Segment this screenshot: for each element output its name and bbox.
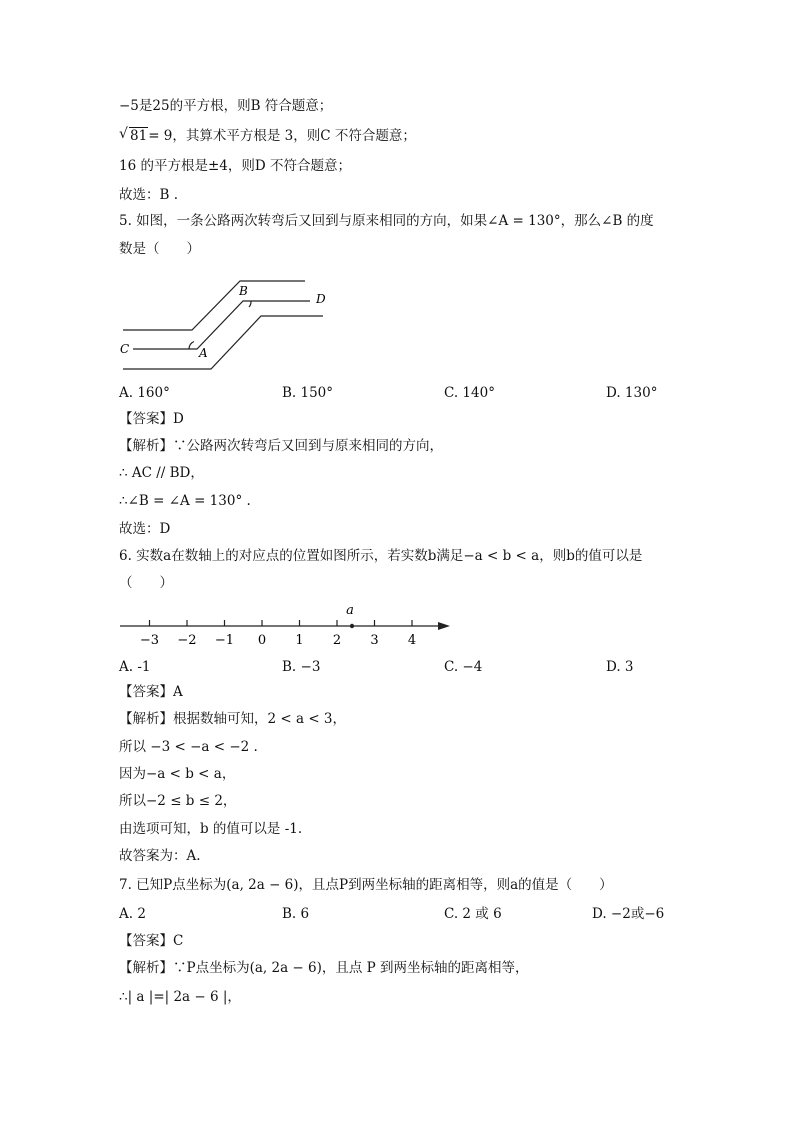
q7-option-c: C. 2 或 6 [444, 906, 502, 922]
sqrt-radicand: 81 [130, 128, 148, 144]
point-a-dot [350, 624, 354, 628]
q6-analysis-1: 【解析】根据数轴可知，2 < a < 3， [119, 711, 347, 727]
q7-option-d: D. −2或−6 [592, 906, 665, 922]
q5-option-b: B. 150° [282, 385, 334, 401]
angle-a-arc [189, 342, 194, 350]
q5-stem-1: 5. 如图，一条公路两次转弯后又回到与原来相同的方向，如果∠A = 130°，那么∠B 的度 [119, 213, 654, 229]
q6-option-c: C. −4 [444, 659, 483, 675]
axis-tick-label: 2 [332, 633, 342, 648]
axis-arrow-icon [438, 622, 450, 630]
axis-tick-label: −3 [139, 633, 160, 648]
q6-option-d: D. 3 [606, 659, 634, 675]
prev-line-c [119, 127, 416, 145]
sqrt-expression [119, 127, 148, 145]
angle-b-arc [249, 301, 251, 307]
q6-analysis-4: 所以−2 ≤ b ≤ 2， [119, 793, 237, 809]
q6-number-line [115, 600, 455, 650]
q6-analysis-6: 故答案为：A. [119, 848, 201, 864]
axis-tick-label: −1 [214, 633, 235, 648]
q7-option-b: B. 6 [282, 906, 310, 922]
radical-sign-icon: √ [119, 126, 128, 142]
q7-answer: 【答案】C [119, 933, 184, 949]
q6-option-a: A. -1 [119, 659, 151, 675]
prev-choose: 故选：B . [119, 187, 179, 203]
q6-analysis-2: 所以 −3 < −a < −2 . [119, 739, 258, 755]
prev-line-b: −5是25的平方根，则B 符合题意； [119, 98, 333, 114]
q7-analysis-1: 【解析】∵P点坐标为(a, 2a − 6)，且点 P 到两坐标轴的距离相等， [119, 960, 529, 976]
road-edge-bottom [123, 316, 323, 369]
q7-option-a: A. 2 [119, 906, 146, 922]
axis-tick-label: 1 [295, 633, 304, 648]
road-edge-middle [133, 301, 310, 349]
prev-line-d: 16 的平方根是±4，则D 不符合题意； [119, 158, 351, 174]
q5-road-figure [115, 275, 355, 375]
label-a: A [199, 346, 208, 360]
q5-analysis-2: ∴ AC // BD， [119, 465, 204, 481]
q5-analysis-1: 【解析】∵公路两次转弯后又回到与原来相同的方向， [119, 438, 443, 454]
q6-answer: 【答案】A [119, 684, 183, 700]
q7-analysis-2: ∴| a |=| 2a − 6 |， [119, 989, 241, 1005]
axis-tick-label: 0 [257, 633, 267, 648]
axis-tick-label: 3 [370, 633, 379, 648]
q5-stem-2: 数是（ ） [119, 241, 200, 257]
q5-answer: 【答案】D [119, 411, 184, 427]
road-edge-top [123, 281, 305, 330]
q6-analysis-5: 由选项可知，b 的值可以是 -1. [119, 821, 303, 837]
axis-tick-label: −2 [177, 633, 197, 648]
q5-analysis-3: ∴∠B = ∠A = 130° . [119, 493, 251, 509]
q5-option-c: C. 140° [444, 385, 495, 401]
q6-stem-2: （ ） [119, 575, 173, 591]
axis-tick-label: 4 [407, 633, 417, 648]
q5-option-a: A. 160° [119, 385, 170, 401]
q6-stem-1: 6. 实数a在数轴上的对应点的位置如图所示，若实数b满足−a < b < a，则b的值可以是 [119, 548, 643, 564]
q7-stem: 7. 已知P点坐标为(a, 2a − 6)，且点P到两坐标轴的距离相等，则a的值是（ ） [119, 877, 613, 893]
point-a-label: a [346, 603, 354, 618]
q6-option-b: B. −3 [282, 659, 321, 675]
prev-line-c-rest: = 9，其算术平方根是 3，则C 不符合题意； [148, 128, 416, 144]
label-b: B [239, 284, 248, 298]
q5-choose: 故选：D [119, 521, 171, 537]
q6-analysis-3: 因为−a < b < a， [119, 766, 236, 782]
label-d: D [316, 292, 326, 306]
q5-option-d: D. 130° [606, 385, 658, 401]
label-c: C [120, 342, 130, 356]
